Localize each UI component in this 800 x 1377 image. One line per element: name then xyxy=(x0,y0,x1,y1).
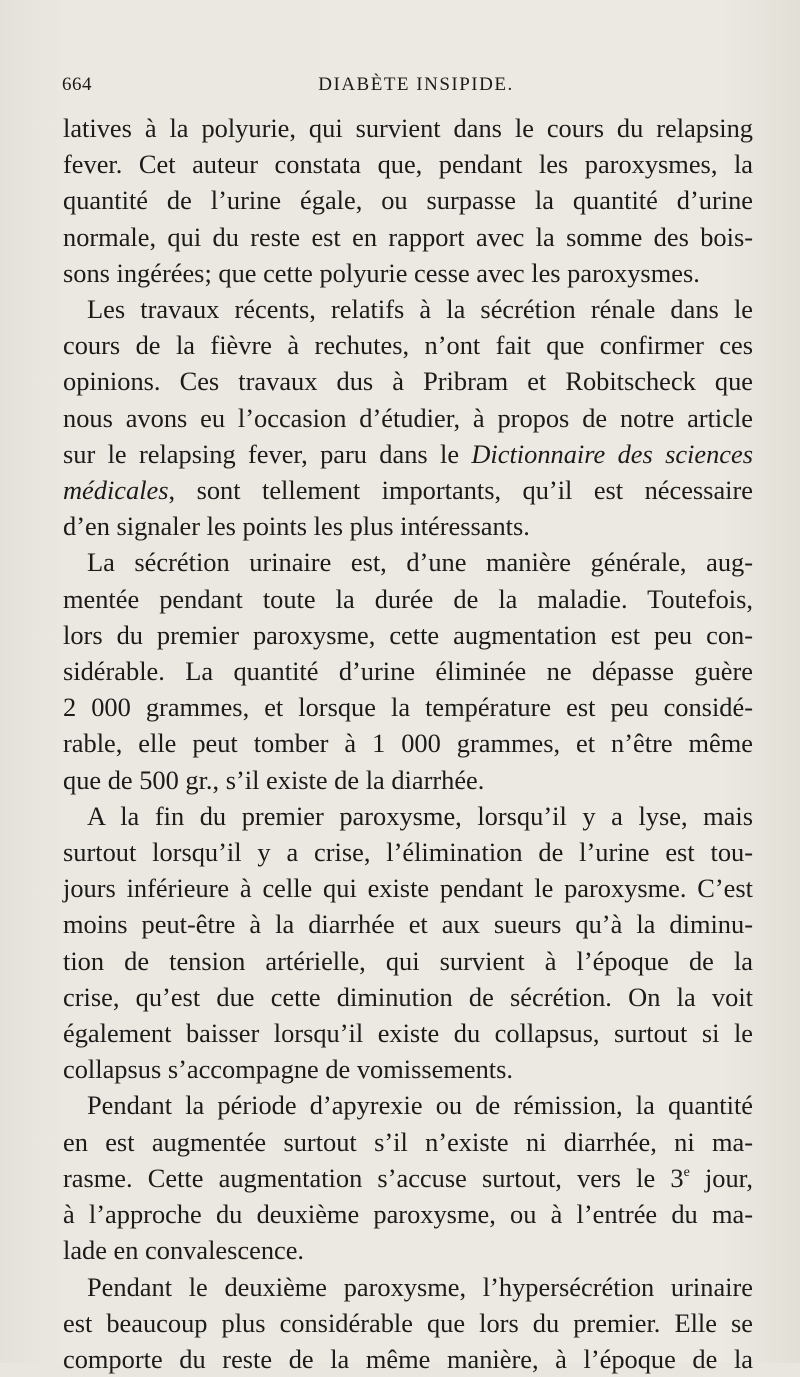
text-line: comporte du reste de la même manière, à l’époque de la xyxy=(63,1341,753,1377)
text-line: quantité de l’urine égale, ou surpasse la quantité d’urine xyxy=(63,182,753,218)
text-line: à l’approche du deuxième paroxysme, ou à l’entrée du ma- xyxy=(63,1196,753,1232)
paragraph-3 xyxy=(63,544,753,797)
text-fragment: jour, xyxy=(690,1163,753,1193)
text-line: nous avons eu l’occasion d’étudier, à propos de notre article xyxy=(63,400,753,436)
superscript: e xyxy=(684,1165,690,1180)
text-line: jours inférieure à celle qui existe pendant le paroxysme. C’est xyxy=(63,870,753,906)
page-header xyxy=(62,74,752,102)
text-line-with-superscript xyxy=(63,1160,753,1196)
page-number: 664 xyxy=(62,74,92,96)
text-line: mentée pendant toute la durée de la maladie. Toutefois, xyxy=(63,581,753,617)
text-line-with-title xyxy=(63,472,753,508)
text-line: surtout lorsqu’il y a crise, l’élimination de l’urine est tou- xyxy=(63,834,753,870)
text-line: A la fin du premier paroxysme, lorsqu’il y a lyse, mais xyxy=(63,798,753,834)
italic-title: Dictionnaire des sciences xyxy=(471,439,753,469)
text-line: en est augmentée surtout s’il n’existe ni diarrhée, ni ma- xyxy=(63,1124,753,1160)
text-line: normale, qui du reste est en rapport avec la somme des bois- xyxy=(63,219,753,255)
text-line: opinions. Ces travaux dus à Pribram et Robitscheck que xyxy=(63,363,753,399)
text-line: moins peut-être à la diarrhée et aux sueurs qu’à la diminu- xyxy=(63,906,753,942)
text-line: est beaucoup plus considérable que lors du premier. Elle se xyxy=(63,1305,753,1341)
paragraph-1 xyxy=(63,110,753,291)
text-fragment: sur le relapsing fever, paru dans le xyxy=(63,439,471,469)
text-line: crise, qu’est due cette diminution de sécrétion. On la voit xyxy=(63,979,753,1015)
paragraph-2 xyxy=(63,291,753,544)
text-line: 2 000 grammes, et lorsque la température est peu considé- xyxy=(63,689,753,725)
text-line: latives à la polyurie, qui survient dans le cours du relapsing xyxy=(63,110,753,146)
text-fragment: rasme. Cette augmentation s’accuse surtout, vers le 3 xyxy=(63,1163,684,1193)
text-fragment: , sont tellement importants, qu’il est nécessaire xyxy=(169,475,753,505)
text-line: sidérable. La quantité d’urine éliminée ne dépasse guère xyxy=(63,653,753,689)
text-line: également baisser lorsqu’il existe du collapsus, surtout si le xyxy=(63,1015,753,1051)
text-line: tion de tension artérielle, qui survient à l’époque de la xyxy=(63,943,753,979)
text-line: lors du premier paroxysme, cette augmentation est peu con- xyxy=(63,617,753,653)
italic-title: médicales xyxy=(63,475,169,505)
text-line: cours de la fièvre à rechutes, n’ont fait que confirmer ces xyxy=(63,327,753,363)
paragraph-6 xyxy=(63,1269,753,1377)
text-line: Les travaux récents, relatifs à la sécrétion rénale dans le xyxy=(63,291,753,327)
running-title: DIABÈTE INSIPIDE. xyxy=(62,74,752,96)
text-line: collapsus s’accompagne de vomissements. xyxy=(63,1051,753,1087)
text-line: Pendant le deuxième paroxysme, l’hypersécrétion urinaire xyxy=(63,1269,753,1305)
text-line: d’en signaler les points les plus intéressants. xyxy=(63,508,753,544)
body-text xyxy=(63,110,753,1377)
text-line: lade en convalescence. xyxy=(63,1232,753,1268)
paragraph-4 xyxy=(63,798,753,1088)
text-line: que de 500 gr., s’il existe de la diarrhée. xyxy=(63,762,753,798)
text-line: Pendant la période d’apyrexie ou de rémission, la quantité xyxy=(63,1087,753,1123)
text-line: sons ingérées; que cette polyurie cesse avec les paroxysmes. xyxy=(63,255,753,291)
paragraph-5 xyxy=(63,1087,753,1268)
text-line-with-title xyxy=(63,436,753,472)
text-line: fever. Cet auteur constata que, pendant les paroxysmes, la xyxy=(63,146,753,182)
text-line: rable, elle peut tomber à 1 000 grammes, et n’être même xyxy=(63,725,753,761)
text-line: La sécrétion urinaire est, d’une manière générale, aug- xyxy=(63,544,753,580)
